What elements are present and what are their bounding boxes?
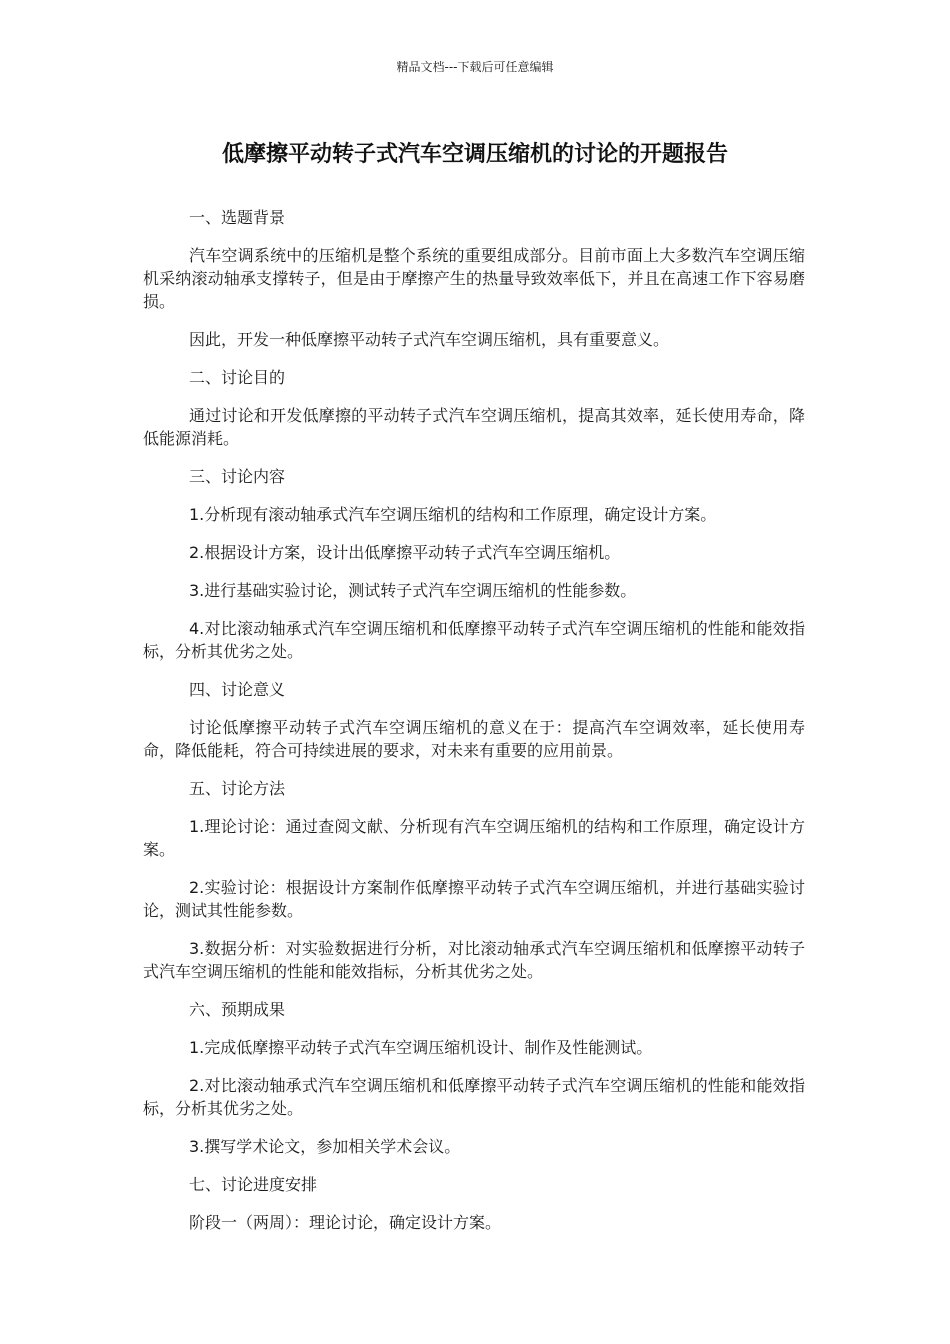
body-paragraph: 因此，开发一种低摩擦平动转子式汽车空调压缩机，具有重要意义。 bbox=[189, 330, 670, 349]
list-item: 3.进行基础实验讨论，测试转子式汽车空调压缩机的性能参数。 bbox=[189, 581, 637, 600]
section-heading: 一、选题背景 bbox=[189, 208, 286, 227]
section-heading: 三、讨论内容 bbox=[189, 467, 286, 486]
list-item: 2.实验讨论：根据设计方案制作低摩擦平动转子式汽车空调压缩机，并进行基础实验讨论，测试其性能参数。 bbox=[143, 878, 805, 920]
header-note: 精品文档---下载后可任意编辑 bbox=[396, 60, 554, 74]
list-item: 1.理论讨论：通过查阅文献、分析现有汽车空调压缩机的结构和工作原理，确定设计方案。 bbox=[143, 817, 805, 859]
document-title: 低摩擦平动转子式汽车空调压缩机的讨论的开题报告 bbox=[221, 142, 728, 167]
section-heading: 七、讨论进度安排 bbox=[189, 1175, 318, 1194]
body-paragraph: 讨论低摩擦平动转子式汽车空调压缩机的意义在于：提高汽车空调效率，延长使用寿命，降低能耗，符合可持续进展的要求，对未来有重要的应用前景。 bbox=[143, 718, 805, 760]
body-paragraph: 通过讨论和开发低摩擦的平动转子式汽车空调压缩机，提高其效率，延长使用寿命，降低能源消耗。 bbox=[143, 406, 805, 448]
section-heading: 二、讨论目的 bbox=[189, 368, 286, 387]
list-item: 1.完成低摩擦平动转子式汽车空调压缩机设计、制作及性能测试。 bbox=[189, 1038, 653, 1057]
schedule-item: 阶段一（两周）：理论讨论，确定设计方案。 bbox=[189, 1213, 502, 1232]
list-item: 3.数据分析：对实验数据进行分析，对比滚动轴承式汽车空调压缩机和低摩擦平动转子式汽车空调压缩机的性能和能效指标，分析其优劣之处。 bbox=[143, 939, 805, 981]
list-item: 2.对比滚动轴承式汽车空调压缩机和低摩擦平动转子式汽车空调压缩机的性能和能效指标，分析其优劣之处。 bbox=[143, 1076, 805, 1118]
list-item: 3.撰写学术论文，参加相关学术会议。 bbox=[189, 1137, 461, 1156]
section-heading: 六、预期成果 bbox=[189, 1000, 286, 1019]
section-heading: 五、讨论方法 bbox=[189, 779, 286, 798]
body-paragraph: 汽车空调系统中的压缩机是整个系统的重要组成部分。目前市面上大多数汽车空调压缩机采纳滚动轴承支撑转子，但是由于摩擦产生的热量导致效率低下，并且在高速工作下容易磨损。 bbox=[143, 246, 805, 311]
list-item: 2.根据设计方案，设计出低摩擦平动转子式汽车空调压缩机。 bbox=[189, 543, 621, 562]
document-body bbox=[143, 206, 805, 1249]
list-item: 1.分析现有滚动轴承式汽车空调压缩机的结构和工作原理，确定设计方案。 bbox=[189, 505, 717, 524]
section-heading: 四、讨论意义 bbox=[189, 680, 286, 699]
list-item: 4.对比滚动轴承式汽车空调压缩机和低摩擦平动转子式汽车空调压缩机的性能和能效指标，分析其优劣之处。 bbox=[143, 619, 805, 661]
